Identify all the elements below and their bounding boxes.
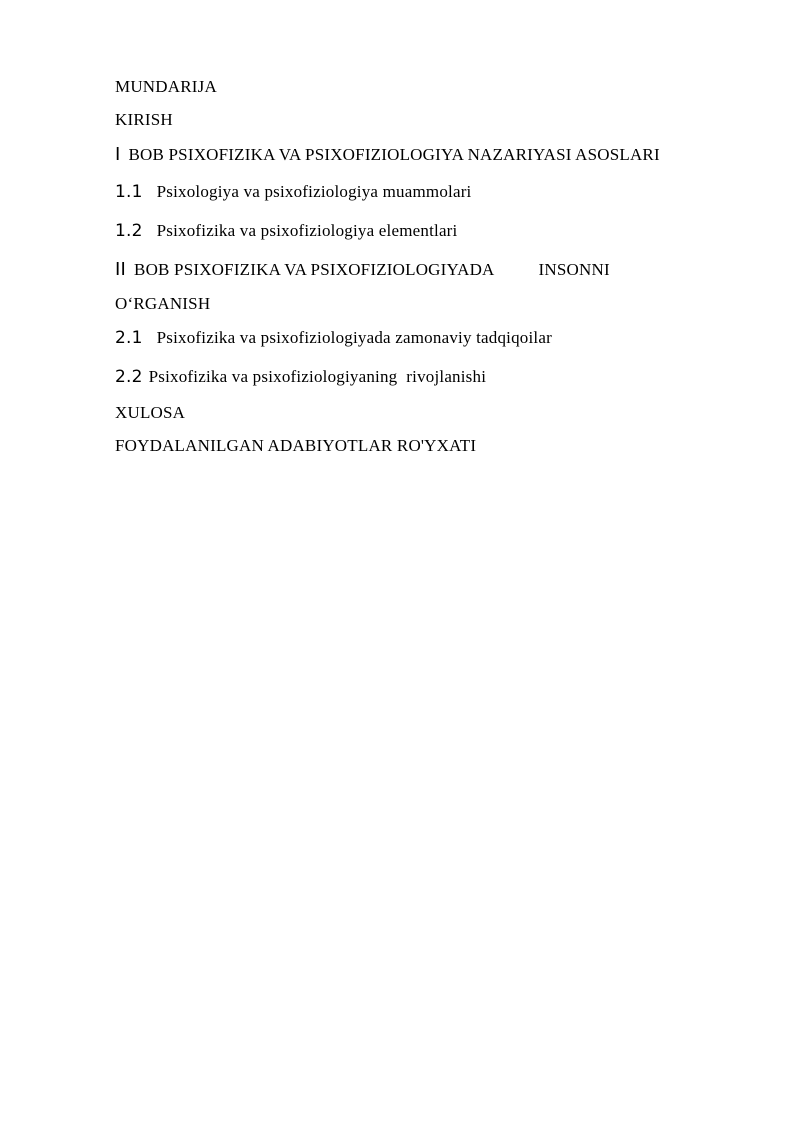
- toc-section-1-1: [115, 182, 471, 202]
- chapter-1-title: BOB PSIXOFIZIKA VA PSIXOFIZIOLOGIYA NAZARIYASI ASOSLARI: [128, 145, 660, 164]
- chapter-2-title-part1: BOB PSIXOFIZIKA VA PSIXOFIZIOLOGIYADA: [134, 260, 495, 279]
- toc-item-intro: KIRISH: [115, 110, 173, 129]
- section-1-2-title: Psixofizika va psixofiziologiya elementlari: [156, 221, 458, 240]
- section-2-2-number: 2.2: [115, 367, 143, 387]
- section-2-1-title: Psixofizika va psixofiziologiyada zamonaviy tadqiqoilar: [156, 328, 552, 347]
- section-2-1-number: 2.1: [115, 328, 143, 348]
- chapter-2-number: II: [115, 259, 127, 280]
- section-1-1-number: 1.1: [115, 182, 143, 202]
- toc-title: MUNDARIJA: [115, 77, 217, 96]
- toc-item-references: FOYDALANILGAN ADABIYOTLAR RO'YXATI: [115, 436, 477, 455]
- chapter-1-number: I: [115, 144, 121, 165]
- section-1-1-title: Psixologiya va psixofiziologiya muammolari: [156, 182, 472, 201]
- toc-chapter-2: [115, 260, 610, 280]
- toc-section-2-2: [115, 367, 486, 387]
- toc-section-2-1: [115, 328, 552, 348]
- toc-chapter-2-continued: O‘RGANISH: [115, 294, 211, 313]
- toc-chapter-1: [115, 145, 660, 165]
- section-1-2-number: 1.2: [115, 221, 143, 241]
- toc-item-conclusion: XULOSA: [115, 403, 186, 422]
- chapter-2-title-part2: INSONNI: [538, 260, 610, 279]
- toc-section-1-2: [115, 221, 457, 241]
- section-2-2-title: Psixofizika va psixofiziologiyaning rivojlanishi: [148, 367, 487, 386]
